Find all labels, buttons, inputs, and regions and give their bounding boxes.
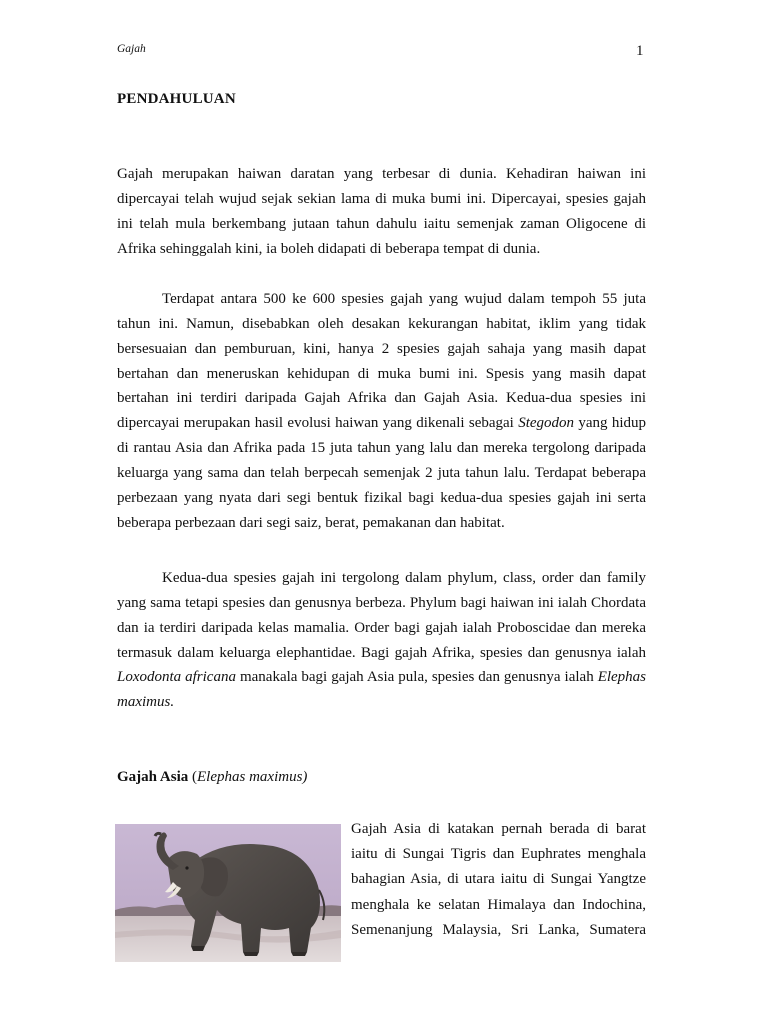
side-text-line-5: Semenanjung Malaysia, Sri Lanka, Sumatera	[351, 921, 646, 938]
gajah-asia-heading-italic: Elephas maximus)	[197, 769, 308, 785]
page-number: 1	[636, 43, 644, 59]
stegodon-term: Stegodon	[518, 415, 575, 432]
paragraph-2-text	[117, 287, 646, 535]
asian-elephant-photo	[115, 824, 341, 962]
paragraph-3-text	[117, 566, 646, 715]
gajah-asia-heading-paren: (	[188, 769, 198, 785]
elephas-term: Elephas maximus.	[117, 669, 647, 711]
side-text-line-4: menghala ke selatan Himalaya dan Indochina,	[351, 896, 646, 913]
gajah-asia-heading	[117, 769, 307, 786]
paragraph-1-text: Gajah merupakan haiwan daratan yang terbesar di dunia. Kehadiran haiwan ini dipercayai telah wujud sejak sekian lama di muka bumi ini. Dipercayai, spesies gajah ini telah mula berkembang jutaan tahun dahulu iaitu semenjak zaman Oligocene di Afrika sehinggalah kini, ia boleh didapati di beberapa tempat di dunia.	[117, 166, 646, 257]
paragraph-1	[117, 162, 646, 261]
gajah-asia-heading-bold: Gajah Asia	[117, 769, 189, 785]
gajah-asia-paragraph	[351, 817, 646, 943]
paragraph-3	[117, 566, 646, 715]
side-text-line-3: bahagian Asia, di utara iaitu di Sungai Yangtze	[351, 871, 646, 888]
paragraph-3-part-a: Kedua-dua spesies gajah ini tergolong dalam phylum, class, order dan family yang sama tetapi spesies dan genusnya berbeza. Phylum bagi haiwan ini ialah Chordata dan ia terdiri daripada kelas mamalia. Order bagi gajah ialah Proboscidae dan mereka termasuk dalam keluarga elephantidae. Bagi gajah Afrika, spesies dan genusnya ialah	[117, 570, 646, 661]
paragraph-2-part-a: Terdapat antara 500 ke 600 spesies gajah yang wujud dalam tempoh 55 juta tahun ini. Namun, disebabkan oleh desakan kekurangan habitat, iklim yang tidak bersesuaian dan pemburuan, kini, hanya 2 spesies gajah sahaja yang masih dapat bertahan dan meneruskan kehidupan di muka bumi ini. Spesis yang masih dapat bertahan ini terdiri daripada Gajah Afrika dan Gajah Asia. Kedua-dua spesies ini dipercayai merupakan hasil evolusi haiwan yang dikenali sebagai	[117, 291, 646, 432]
running-header-title: Gajah	[117, 43, 146, 55]
side-text-line-2: iaitu di Sungai Tigris dan Euphrates menghala	[351, 846, 646, 863]
side-text-line-1: Gajah Asia di katakan pernah berada di barat	[351, 821, 646, 837]
paragraph-2	[117, 287, 646, 535]
loxodonta-term: Loxodonta africana	[117, 669, 236, 686]
elephant-illustration	[115, 824, 341, 962]
paragraph-3-part-b: manakala bagi gajah Asia pula, spesies dan genusnya ialah	[235, 669, 598, 686]
paragraph-2-part-b: yang hidup di rantau Asia dan Afrika pada 15 juta tahun yang lalu dan mereka tergolong daripada keluarga yang sama dan telah berpecah semenjak 2 juta tahun lalu. Terdapat beberapa perbezaan yang nyata dari segi bentuk fizikal bagi kedua-dua spesies gajah ini serta beberapa perbezaan dari segi saiz, berat, pemakanan dan habitat.	[117, 415, 647, 531]
section-heading-pendahuluan: PENDAHULUAN	[117, 91, 236, 107]
